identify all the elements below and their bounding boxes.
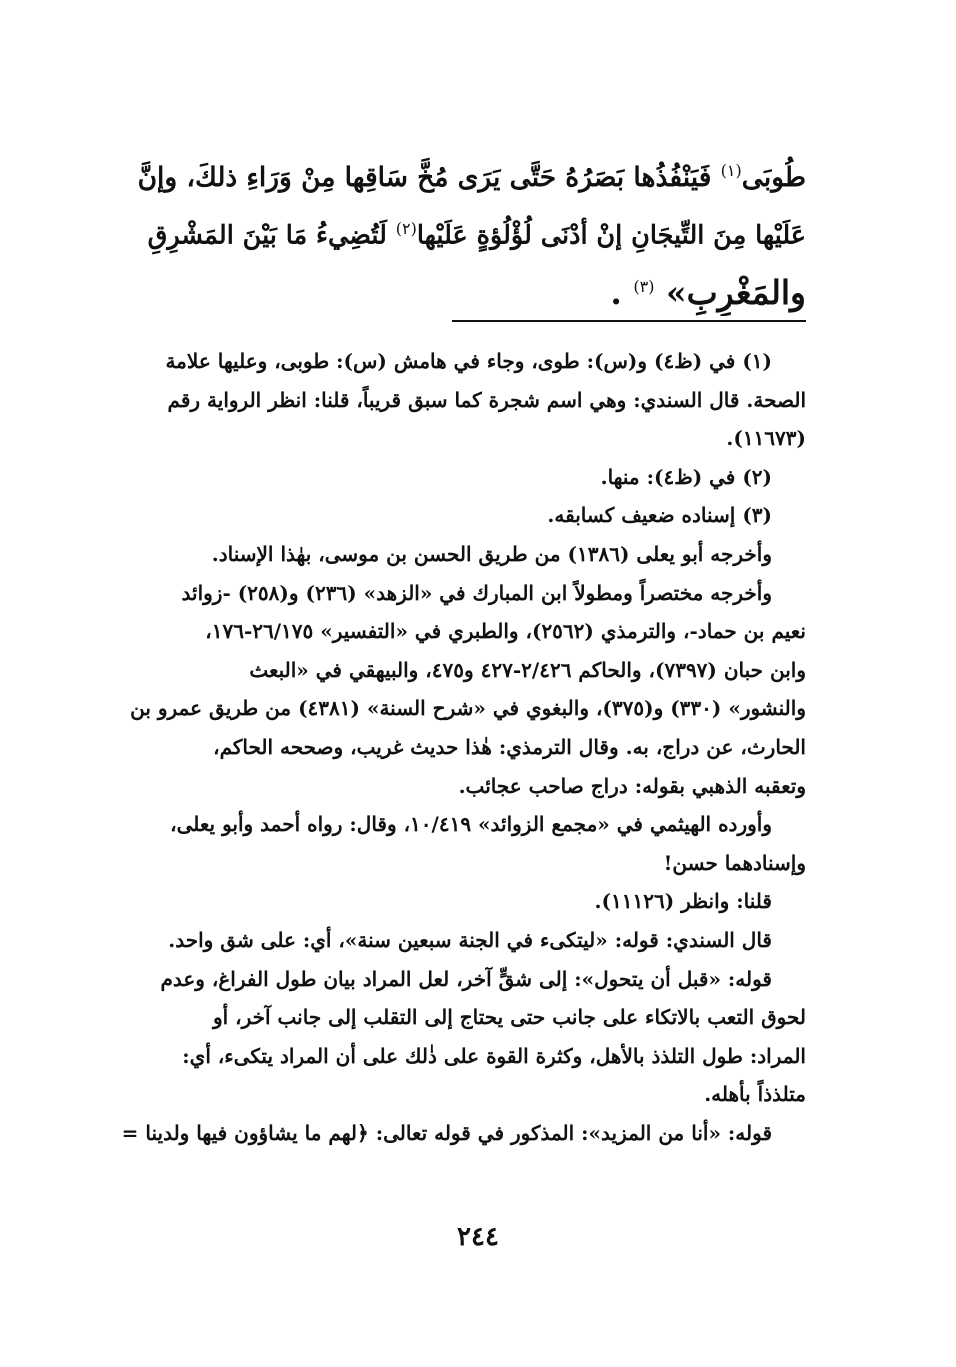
footnote-line: الصحة. قال السندي: وهي اسم شجرة كما سبق قريباً، قلنا: انظر الرواية رقم <box>167 387 806 412</box>
footnote-line: قوله: «قبل أن يتحول»: إلى شقٍّ آخر، لعل المراد بيان طول الفراغ، وعدم <box>160 966 772 991</box>
footnote-line: قلنا: وانظر (١١١٢٦). <box>594 889 772 914</box>
footnote-line: وابن حبان (٧٣٩٧)، والحاكم ٢/٤٢٦-٤٢٧ و٤٧٥، والبيهقي في «البعث <box>249 657 806 682</box>
footnote-ref[interactable]: (١) <box>720 161 742 180</box>
hadith-line: والمَغْرِبِ» $^{(٣)}$ . <box>610 273 806 312</box>
footnote-line: نعيم بن حماد-، والترمذي (٢٥٦٢)، والطبري في «التفسير» ٢٦/١٧٥-١٧٦، <box>205 619 806 644</box>
footnote-line: (٣) إسناده ضعيف كسابقه. <box>547 503 772 528</box>
footnotes <box>104 342 806 1152</box>
footnote-separator <box>452 320 806 322</box>
footnote-line: (١١٦٧٣). <box>726 426 806 451</box>
footnote-line: (٢) في (ظ٤): منها. <box>600 464 772 489</box>
footnote-line: وأورده الهيثمي في «مجمع الزوائد» ١٠/٤١٩، وقال: رواه أحمد وأبو يعلى، <box>170 812 772 837</box>
hadith-line: طُوبَى$^{(١)}$ فَيَنْفُذُها بَصَرُهُ حَتَّى يَرَى مُخَّ سَاقِها مِنْ وَرَاءِ ذلكَ، وإنَّ <box>138 161 806 193</box>
footnote-ref[interactable]: (٢) <box>395 219 417 238</box>
footnote-line: لحوق التعب بالاتكاء على جانب حتى يحتاج إلى التقلب إلى جانب آخر، أو <box>212 1005 806 1030</box>
footnote-line: وإسنادهما حسن! <box>663 850 806 875</box>
footnote-ref[interactable]: (٣) <box>633 277 655 296</box>
footnote-line: (١) في (ظ٤) و(س): طوى، وجاء في هامش (س): طوبى، وعليها علامة <box>165 349 772 373</box>
footnote-line: والنشور» (٣٣٠) و(٣٧٥)، والبغوي في «شرح السنة» (٤٣٨١) من طريق عمرو بن <box>130 696 806 721</box>
footnote-line: وأخرجه أبو يعلى (١٣٨٦) من طريق الحسن بن موسى، بهٰذا الإسناد. <box>211 541 772 566</box>
hadith-line: عَلَيْها مِنَ التِّيجَانِ إنْ أدْنَى لُؤْلُؤةٍ عَلَيْها$^{(٢)}$ لَتُضِيءُ مَا بَيْنَ المَشْرِقِ <box>147 219 806 251</box>
footnote-line: وتعقبه الذهبي بقوله: دراج صاحب عجائب. <box>458 773 806 798</box>
footnote-line: قوله: «أنا من المزيد»: المذكور في قوله تعالى: ﴿لهم ما يشاؤون فيها ولدينا = <box>121 1120 772 1145</box>
footnote-line: وأخرجه مختصراً ومطولاً ابن المبارك في «الزهد» (٢٣٦) و(٢٥٨) -زوائد <box>181 580 772 605</box>
hadith-text <box>138 142 806 316</box>
footnote-line: المراد: طول التلذذ بالأهل، وكثرة القوة على ذٰلك على أن المراد يتكىء، أي: <box>182 1043 806 1068</box>
footnote-line: الحارث، عن دراج، به. وقال الترمذي: هٰذا حديث غريب، وصححه الحاكم، <box>213 734 806 759</box>
page-number: ٢٤٤ <box>457 1222 499 1252</box>
footnote-line: متلذذاً بأهله. <box>704 1082 806 1107</box>
footnote-line: قال السندي: قوله: «ليتكىء في الجنة سبعين سنة»، أي: على شق واحد. <box>168 927 772 952</box>
